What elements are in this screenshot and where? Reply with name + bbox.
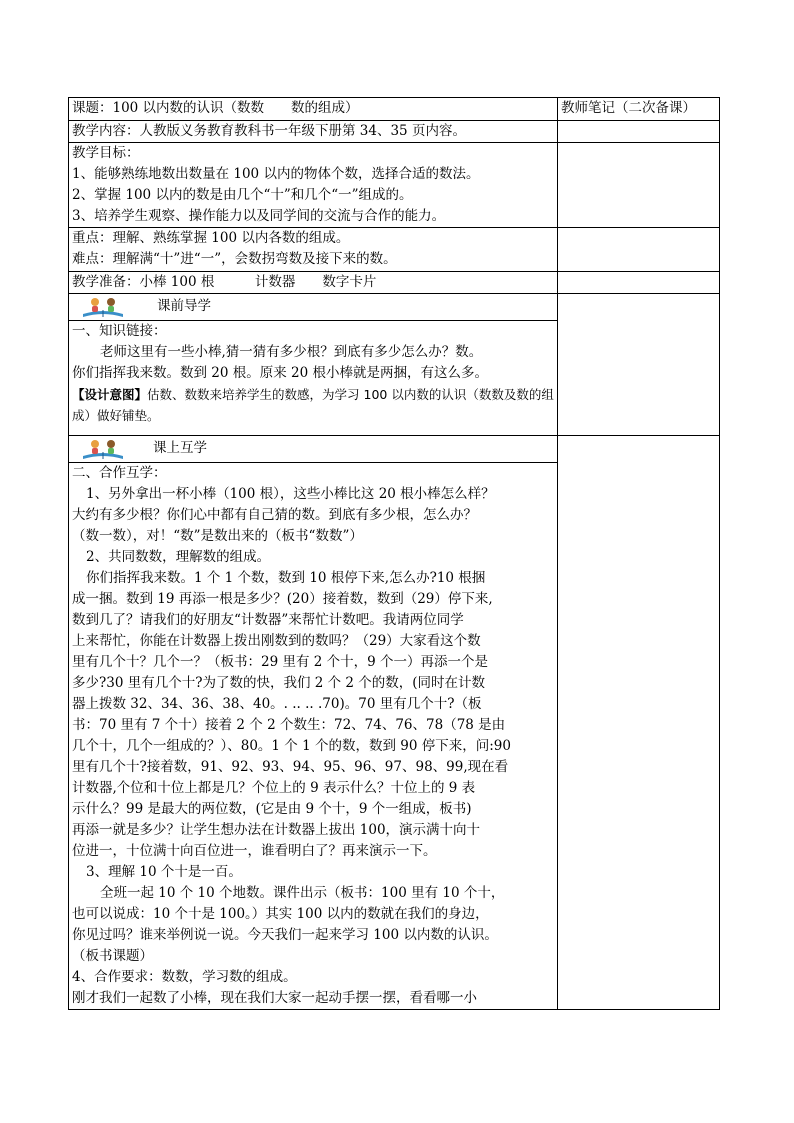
in-class-line: 书：70 里有 7 个十）接着 2 个 2 个数生：72、74、76、78（78 是由 bbox=[72, 717, 506, 733]
in-class-line: 1、另外拿出一杯小棒（100 根），这些小棒比这 20 根小棒怎么样？ bbox=[86, 486, 495, 502]
difficulty-point: 难点：理解满“十”进“一”，会数拐弯数及接下来的数。 bbox=[72, 251, 397, 267]
design-intent-label: 【设计意图】 bbox=[72, 387, 148, 402]
in-class-line: 你见过吗？谁来举例说一说。今天我们一起来学习 100 以内数的认识。 bbox=[72, 927, 498, 943]
kids-reading-book-icon bbox=[79, 296, 127, 318]
in-class-line: 刚才我们一起数了小棒，现在我们大家一起动手摆一摆，看看哪一小 bbox=[72, 990, 477, 1006]
in-class-header bbox=[69, 436, 557, 463]
teaching-content-cell bbox=[69, 121, 558, 143]
pre-class-header bbox=[69, 294, 557, 321]
teaching-prep-cell bbox=[69, 272, 558, 294]
key-point: 重点：理解、熟练掌握 100 以内各数的组成。 bbox=[72, 230, 350, 246]
in-class-line: 再添一就是多少？让学生想办法在计数器上拔出 100，演示满十向十 bbox=[72, 822, 481, 838]
teaching-content: 教学内容：人教版义务教育教科书一年级下册第 34、35 页内容。 bbox=[72, 123, 466, 139]
in-class-line: 3、理解 10 个十是一百。 bbox=[86, 864, 242, 880]
lesson-title-cell bbox=[69, 98, 558, 121]
pre-class-subheading: 一、知识链接： bbox=[72, 323, 167, 339]
in-class-line: 计数器,个位和十位上都是几？个位上的 9 表示什么？十位上的 9 表 bbox=[72, 780, 476, 796]
goal-item: 2、掌握 100 以内的数是由几个“十”和几个“一”组成的。 bbox=[72, 187, 413, 203]
design-intent-text: 估数、数数来培养学生的数感，为学习 100 以内数的认识（数数及数的组成）做好铺垫。 bbox=[72, 387, 554, 423]
kids-reading-book-icon bbox=[79, 438, 127, 460]
goal-item: 1、能够熟练地数出数量在 100 以内的物体个数，选择合适的数法。 bbox=[72, 166, 480, 182]
notes-cell-content bbox=[558, 121, 720, 143]
in-class-line: 4、合作要求：数数，学习数的组成。 bbox=[72, 969, 297, 985]
in-class-line: 里有几个十？几个一？（板书：29 里有 2 个十，9 个一）再添一个是 bbox=[72, 654, 489, 670]
in-class-line: 里有几个十?接着数，91、92、93、94、95、96、97、98、99,现在看 bbox=[72, 759, 509, 775]
in-class-line: 你们指挥我来数。1 个 1 个数，数到 10 根停下来,怎么办?10 根捆 bbox=[86, 570, 486, 586]
goal-item: 3、培养学生观察、操作能力以及同学间的交流与合作的能力。 bbox=[72, 208, 446, 224]
in-class-line: 上来帮忙，你能在计数器上拨出刚数到的数吗？（29）大家看这个数 bbox=[72, 633, 481, 649]
in-class-title: 课上互学 bbox=[153, 440, 207, 456]
notes-cell-prep bbox=[558, 272, 720, 294]
lesson-plan-table bbox=[68, 97, 720, 1010]
design-intent bbox=[72, 384, 554, 426]
teaching-prep: 教学准备：小棒 100 根 计数器 数字卡片 bbox=[72, 274, 377, 290]
pre-class-section bbox=[69, 294, 558, 436]
lesson-title: 课题：100 以内数的认识（数数 数的组成） bbox=[72, 100, 359, 116]
notes-cell-in-class bbox=[558, 436, 720, 1010]
teacher-notes-title: 教师笔记（二次备课） bbox=[561, 100, 696, 116]
teacher-notes-header-cell bbox=[558, 98, 720, 121]
pre-class-line: 你们指挥我来数。数到 20 根。原来 20 根小棒就是两捆，有这么多。 bbox=[72, 365, 489, 381]
in-class-line: （数一数），对！“数”是数出来的（板书“数数”） bbox=[72, 528, 363, 544]
in-class-line: 几个十，几个一组成的？）、80。1 个 1 个的数，数到 90 停下来，问:90 bbox=[72, 738, 511, 754]
in-class-line: 示什么？99 是最大的两位数，(它是由 9 个十，9 个一组成，板书) bbox=[72, 801, 472, 817]
in-class-line: 2、共同数数，理解数的组成。 bbox=[86, 549, 271, 565]
teaching-goals-cell bbox=[69, 143, 558, 228]
pre-class-line: 老师这里有一些小棒,猜一猜有多少根？到底有多少怎么办？数。 bbox=[100, 344, 483, 360]
notes-cell-pre-class bbox=[558, 294, 720, 436]
in-class-line: 大约有多少根？你们心中都有自己猜的数。到底有多少根，怎么办？ bbox=[72, 507, 477, 523]
in-class-line: 也可以说成：10 个十是 100。）其实 100 以内的数就在我们的身边， bbox=[72, 906, 489, 922]
in-class-subheading: 二、合作互学： bbox=[72, 465, 167, 481]
in-class-section bbox=[69, 436, 558, 1010]
in-class-line: 全班一起 10 个 10 个地数。课件出示（板书：100 里有 10 个十， bbox=[100, 885, 505, 901]
notes-cell-keypoints bbox=[558, 228, 720, 272]
in-class-line: 器上拨数 32、34、36、38、40。. .. .. .70)。70 里有几个十?（板 bbox=[72, 696, 482, 712]
in-class-line: 位进一，十位满十向百位进一，谁看明白了？再来演示一下。 bbox=[72, 843, 437, 859]
pre-class-title: 课前导学 bbox=[157, 298, 211, 314]
in-class-line: 数到几了？请我们的好朋友“计数器”来帮忙计数吧。我请两位同学 bbox=[72, 612, 464, 628]
in-class-line: （板书课题） bbox=[72, 948, 153, 964]
notes-cell-goals bbox=[558, 143, 720, 228]
in-class-line: 成一捆。数到 19 再添一根是多少？(20）接着数，数到（29）停下来, bbox=[72, 591, 493, 607]
key-points-cell bbox=[69, 228, 558, 272]
goals-heading: 教学目标： bbox=[72, 145, 140, 161]
in-class-line: 多少?30 里有几个十?为了数的快，我们 2 个 2 个的数，(同时在计数 bbox=[72, 675, 486, 691]
